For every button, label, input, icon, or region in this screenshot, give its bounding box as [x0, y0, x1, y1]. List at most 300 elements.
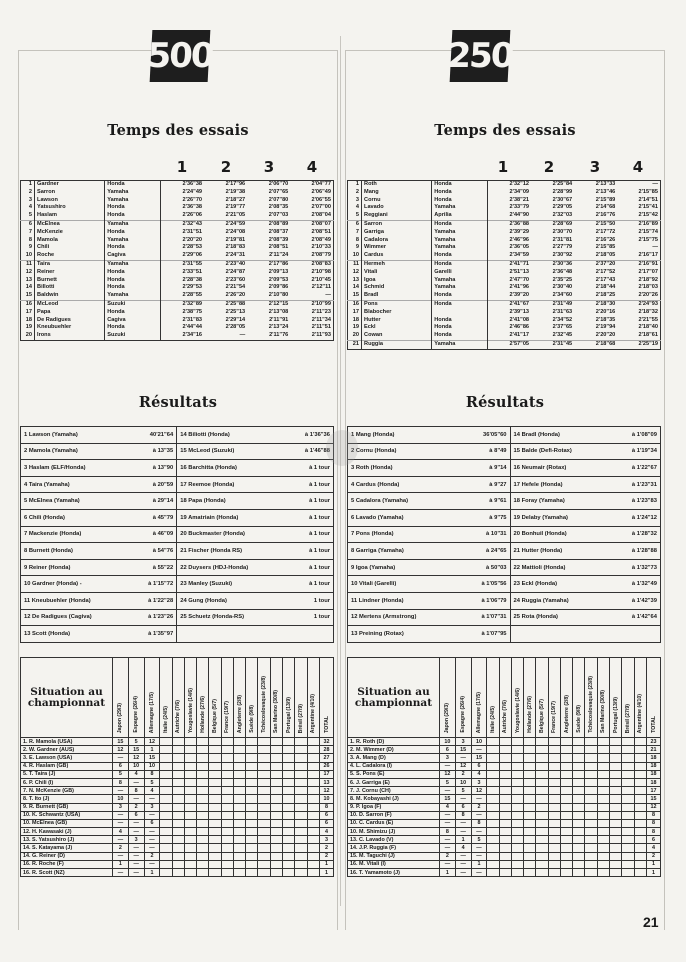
session-time: 2'41"96: [509, 284, 530, 291]
standing-points: 2: [455, 770, 471, 778]
standing-points: [283, 860, 295, 868]
essais-row: [21, 197, 334, 205]
rider-cell: Cadalora: [362, 237, 432, 245]
rider-cell: McLeod: [35, 300, 105, 308]
standing-points: [246, 852, 258, 860]
rank-cell: 6: [21, 220, 35, 228]
essais-row: [21, 237, 334, 245]
standing-points: [197, 852, 209, 860]
session-time: 2'39"29: [509, 228, 530, 235]
gp-head-label: Italie (24/5): [489, 706, 496, 733]
standing-points: [487, 803, 499, 811]
session-time: 2'51"13: [509, 268, 530, 275]
standing-points: [258, 836, 270, 844]
standing-points: [197, 754, 209, 762]
standing-points: [307, 754, 319, 762]
rider-cell: Taira: [35, 260, 105, 268]
resultats-row: [348, 493, 661, 510]
make-cell: Honda: [105, 277, 161, 285]
result-gap: à 1'23"26: [137, 609, 177, 626]
standing-points: 4: [144, 787, 160, 795]
standing-points: 15: [128, 746, 144, 754]
standing-points: —: [455, 852, 471, 860]
standing-points: [233, 860, 245, 868]
rider-cell: Haslam: [35, 212, 105, 220]
standing-points: [560, 795, 572, 803]
standing-points: 6: [128, 811, 144, 819]
session-time: 2'20"20: [182, 236, 203, 243]
standing-points: [560, 819, 572, 827]
standing-points: [233, 795, 245, 803]
session-time: 2'18"30: [574, 300, 617, 308]
standing-points: [258, 811, 270, 819]
standing-points: 4: [128, 770, 144, 778]
make-cell: Cagiva: [105, 317, 161, 325]
standing-points: [160, 762, 172, 770]
gp-head: [471, 658, 487, 738]
standing-points: [233, 811, 245, 819]
column-divider: [340, 36, 341, 906]
result-rider: 14 Biliotti (Honda): [177, 427, 294, 444]
standing-points: [622, 860, 634, 868]
standing-points: [548, 738, 560, 746]
standing-points: [597, 795, 609, 803]
standing-points: [209, 844, 221, 852]
gp-head-label: Japon (29/3): [444, 702, 451, 733]
gp-head: [113, 658, 129, 738]
session-time: 2'12"15: [247, 300, 290, 308]
essais-table: [347, 180, 661, 350]
rank-cell: 13: [348, 277, 362, 285]
standing-points: 1: [440, 869, 456, 877]
standing-points: —: [440, 762, 456, 770]
standing-points: [487, 762, 499, 770]
session-time: 2'39"20: [509, 292, 530, 299]
standing-points: [634, 738, 646, 746]
standing-points: [184, 869, 196, 877]
standing-points: [246, 828, 258, 836]
standing-points: [246, 762, 258, 770]
standing-points: [585, 852, 597, 860]
standing-points: 12: [440, 770, 456, 778]
make-cell: Yamaha: [432, 229, 488, 237]
standing-points: [307, 819, 319, 827]
result-rider: 14 Bradl (Honda): [510, 427, 620, 444]
session-time: 2'18"05: [595, 252, 616, 259]
standing-points: [499, 795, 511, 803]
standing-points: [622, 754, 634, 762]
result-rider: 3 Haslam (ELF/Honda): [21, 460, 137, 477]
standings-row: [21, 852, 334, 860]
gp-head: [548, 658, 560, 738]
result-rider: 3 Roth (Honda): [348, 460, 471, 477]
standing-total: 2: [647, 852, 661, 860]
gp-head-label: Yougoslavie (14/6): [187, 687, 194, 733]
standing-total: 15: [647, 795, 661, 803]
session-time: 2'13"33: [595, 181, 616, 187]
result-rider: 13 Preining (Rotax): [348, 626, 471, 643]
result-gap: à 1 tour: [294, 476, 334, 493]
result-rider: 21 Fischer (Honda RS): [177, 543, 294, 560]
standing-points: —: [113, 852, 129, 860]
standing-points: 5: [455, 787, 471, 795]
standing-points: [233, 754, 245, 762]
rank-cell: 10: [348, 252, 362, 260]
standing-points: 4: [113, 828, 129, 836]
resultats-table: [347, 426, 661, 643]
gp-head-label: Belgique (5/7): [539, 698, 546, 733]
standing-rider: 7. J. Cornu (CH): [348, 787, 440, 795]
session-time: 2'10"98: [311, 268, 331, 275]
result-gap: à 1'32"49: [621, 576, 661, 593]
resultats-row: [21, 626, 334, 643]
rider-cell: Pons: [362, 300, 432, 308]
essais-row: [348, 204, 661, 212]
result-gap: à 1'08"09: [621, 427, 661, 444]
session-time: 2'41"67: [488, 300, 531, 308]
standings-row: [348, 852, 661, 860]
session-time: 2'18"25: [595, 292, 616, 299]
rank-cell: 5: [21, 212, 35, 220]
standing-points: 1: [471, 860, 487, 868]
standing-total: 12: [647, 803, 661, 811]
session-time: 2'11"34: [311, 316, 331, 323]
standing-points: 3: [128, 836, 144, 844]
standing-points: —: [471, 746, 487, 754]
result-rider: 13 Scott (Honda): [21, 626, 137, 643]
session-time: —: [652, 181, 658, 187]
essais-row: [21, 332, 334, 340]
result-rider: 5 McElnea (Yamaha): [21, 493, 137, 510]
standing-points: [283, 836, 295, 844]
standing-points: [307, 778, 319, 786]
result-gap: à 1 tour: [294, 526, 334, 543]
standing-rider: 14. G. Reiner (D): [21, 852, 113, 860]
standings-row: [348, 869, 661, 877]
standing-total: 10: [320, 795, 334, 803]
standing-points: [524, 754, 536, 762]
session-time: 2'34"59: [509, 252, 530, 259]
standing-total: 21: [647, 746, 661, 754]
rider-cell: Cowan: [362, 332, 432, 340]
standing-points: [246, 819, 258, 827]
standing-points: 5: [144, 778, 160, 786]
standing-points: [307, 852, 319, 860]
session-time: 2'21"54: [225, 284, 246, 291]
gp-head: [524, 658, 536, 738]
result-gap: 1 tour: [294, 609, 334, 626]
make-cell: Honda: [432, 189, 488, 197]
essais-row: [21, 252, 334, 260]
result-rider: 7 Pons (Honda): [348, 526, 471, 543]
standings-row: [348, 836, 661, 844]
standing-points: 2: [128, 803, 144, 811]
standing-points: [499, 811, 511, 819]
session-time: 2'18"68: [574, 340, 617, 349]
rank-cell: 10: [21, 252, 35, 260]
standing-points: [597, 738, 609, 746]
gp-head-label: TOTAL: [323, 716, 330, 733]
standing-rider: 8. M. Kobayashi (J): [348, 795, 440, 803]
session-time: 2'07"03: [268, 212, 289, 219]
standing-points: [536, 869, 548, 877]
standing-points: [172, 828, 184, 836]
standing-points: 1: [455, 836, 471, 844]
standing-points: [184, 803, 196, 811]
standings-row: [21, 787, 334, 795]
standing-points: [184, 811, 196, 819]
session-time: 2'09"86: [268, 284, 289, 291]
standing-points: [487, 819, 499, 827]
standing-points: [221, 844, 233, 852]
make-cell: Yamaha: [105, 220, 161, 228]
essais-row: [348, 252, 661, 260]
rank-cell: 3: [21, 197, 35, 205]
standing-total: 1: [320, 860, 334, 868]
standing-points: —: [113, 754, 129, 762]
gp-head: [455, 658, 471, 738]
standing-points: [160, 738, 172, 746]
standing-points: [295, 860, 307, 868]
session-time: 2'18"35: [595, 316, 616, 323]
standing-points: [172, 852, 184, 860]
resultats-row: [21, 592, 334, 609]
session-time: 2'11"24: [269, 252, 289, 259]
rider-cell: Garriga: [362, 229, 432, 237]
session-time: 2'46"86: [509, 324, 530, 331]
gp-head: [144, 658, 160, 738]
standing-points: [270, 811, 282, 819]
standing-rider: 15. M. Taguchi (J): [348, 852, 440, 860]
standing-rider: 10. D. Sarron (F): [348, 811, 440, 819]
gp-head-label: Belgique (5/7): [212, 698, 219, 733]
standing-points: [585, 746, 597, 754]
standing-points: [221, 746, 233, 754]
make-cell: Honda: [432, 197, 488, 205]
gp-head: [221, 658, 233, 738]
standing-points: [622, 795, 634, 803]
rank-cell: 21: [348, 340, 362, 349]
standing-points: [246, 778, 258, 786]
essais-row: [348, 332, 661, 340]
standing-points: [307, 738, 319, 746]
gp-head-label: Yougoslavie (14/6): [514, 687, 521, 733]
session-time: 2'18"40: [638, 324, 658, 331]
result-gap: à 50"03: [470, 559, 510, 576]
session-time: 2'31"81: [552, 236, 573, 243]
standing-points: [160, 811, 172, 819]
resultats-row: [348, 576, 661, 593]
essais-row: [348, 300, 661, 308]
session-time: 2'35"25: [552, 276, 573, 283]
session-time: 2'37"20: [574, 260, 617, 268]
essais-row: [348, 284, 661, 292]
rank-cell: 8: [348, 237, 362, 245]
resultats-title: Résultats: [138, 394, 218, 411]
standing-total: 17: [320, 770, 334, 778]
session-time: 2'31"63: [552, 308, 573, 315]
session-time: 2'24"49: [182, 188, 203, 195]
make-cell: Honda: [105, 309, 161, 317]
session-time: 2'25"88: [204, 300, 247, 308]
standing-points: [511, 869, 523, 877]
result-gap: à 29"14: [137, 493, 177, 510]
rank-cell: 16: [348, 300, 362, 308]
essais-row: [348, 212, 661, 220]
make-cell: Yamaha: [432, 244, 488, 252]
session-time: 2'23"60: [225, 276, 246, 283]
standing-rider: 14. J.P. Ruggia (F): [348, 844, 440, 852]
standing-points: [160, 754, 172, 762]
standings-row: [21, 819, 334, 827]
rider-cell: Vitali: [362, 269, 432, 277]
gp-head-label: Espagne (26/4): [460, 696, 467, 733]
session-time: 2'15"50: [574, 220, 617, 228]
standing-points: [634, 836, 646, 844]
standing-points: 4: [471, 770, 487, 778]
session-time: 2'08"51: [311, 228, 331, 235]
standing-points: [160, 787, 172, 795]
standing-points: [209, 754, 221, 762]
rank-cell: 15: [21, 292, 35, 300]
resultats-row: [21, 576, 334, 593]
standing-points: [634, 844, 646, 852]
standing-points: [233, 746, 245, 754]
session-time: 2'07"80: [268, 196, 289, 203]
session-time: 2'41"71: [488, 260, 531, 268]
session-time: 2'36"05: [509, 244, 530, 251]
standing-points: [221, 787, 233, 795]
standing-points: [160, 746, 172, 754]
make-cell: Garelli: [432, 269, 488, 277]
session-time: 2'38"75: [182, 308, 203, 315]
essais-row: [348, 277, 661, 285]
session-heads: [18, 158, 338, 178]
standing-total: 18: [647, 754, 661, 762]
standing-points: 5: [440, 778, 456, 786]
standing-points: [233, 770, 245, 778]
standing-points: [307, 860, 319, 868]
result-gap: [621, 626, 661, 643]
session-time: —: [239, 332, 246, 339]
standing-points: [634, 762, 646, 770]
standing-points: [172, 869, 184, 877]
session-time: 2'36"48: [552, 268, 573, 275]
standing-points: [184, 754, 196, 762]
standing-points: [560, 869, 572, 877]
standing-points: [197, 746, 209, 754]
standing-total: 26: [320, 762, 334, 770]
standing-points: [573, 836, 585, 844]
standing-points: [221, 852, 233, 860]
standing-points: [172, 795, 184, 803]
session-time: 2'18"44: [595, 284, 616, 291]
result-rider: 1 Lawson (Yamaha): [21, 427, 137, 444]
standing-points: [560, 811, 572, 819]
session-time: 2'12"11: [311, 284, 331, 291]
resultats-row: [348, 476, 661, 493]
standing-points: 8: [144, 770, 160, 778]
situation-title: Situation au championnat: [21, 658, 113, 738]
standing-points: [511, 754, 523, 762]
session-time: 2'15"41: [638, 204, 658, 211]
standing-points: [597, 836, 609, 844]
standing-points: —: [440, 860, 456, 868]
standing-points: [295, 811, 307, 819]
standing-points: —: [128, 852, 144, 860]
standing-points: [283, 819, 295, 827]
standing-points: [487, 869, 499, 877]
session-time: 2'46"96: [509, 236, 530, 243]
result-gap: à 1'32"73: [621, 559, 661, 576]
standing-points: [184, 795, 196, 803]
result-rider: 15 Balde (Defi-Rotax): [510, 443, 620, 460]
result-rider: 21 Hutter (Honda): [510, 543, 620, 560]
essais-row: [21, 220, 334, 228]
standing-points: 3: [471, 778, 487, 786]
session-time: 2'06"55: [311, 196, 331, 203]
standing-points: [283, 787, 295, 795]
gp-head-label: Allemagne (17/5): [475, 691, 482, 733]
resultats-row: [348, 443, 661, 460]
standing-points: 6: [144, 819, 160, 827]
standing-points: [536, 770, 548, 778]
result-gap: à 9"75: [470, 509, 510, 526]
standing-points: [524, 860, 536, 868]
session-time: 2'25"13: [225, 308, 246, 315]
session-time: 2'10"80: [268, 292, 289, 299]
standing-points: [622, 844, 634, 852]
rider-cell: Sarron: [362, 220, 432, 228]
standing-points: [536, 860, 548, 868]
result-gap: à 1 tour: [294, 559, 334, 576]
rider-cell: Reggiani: [362, 212, 432, 220]
gp-head-label: Autriche (7/6): [502, 699, 509, 733]
standing-points: [270, 787, 282, 795]
standing-points: [283, 778, 295, 786]
standing-points: [295, 869, 307, 877]
gp-head: [560, 658, 572, 738]
standing-points: 5: [128, 738, 144, 746]
standings-row: [21, 795, 334, 803]
gp-head: [597, 658, 609, 738]
session-time: 2'27"79: [552, 244, 573, 251]
standing-points: [499, 738, 511, 746]
standing-points: 10: [455, 778, 471, 786]
standing-points: [499, 770, 511, 778]
result-gap: à 1'24"12: [621, 509, 661, 526]
standing-points: [172, 803, 184, 811]
standing-total: 27: [320, 754, 334, 762]
standing-points: [270, 852, 282, 860]
standing-points: [246, 869, 258, 877]
result-rider: 17 Reemoe (Honda): [177, 476, 294, 493]
standing-points: [622, 803, 634, 811]
essais-row: [348, 244, 661, 252]
session-time: 2'23"40: [204, 260, 247, 268]
rank-cell: 17: [21, 309, 35, 317]
session-time: 2'16"76: [595, 212, 616, 219]
standings-row: [348, 828, 661, 836]
standing-points: [246, 844, 258, 852]
standing-points: [270, 762, 282, 770]
gp-head-label: Hollande (27/6): [199, 696, 206, 733]
standing-total: 18: [647, 762, 661, 770]
session-time: 2'08"07: [290, 220, 333, 228]
standing-points: 15: [144, 754, 160, 762]
gp-head-label: France (19/7): [551, 700, 558, 733]
standing-total: 23: [647, 738, 661, 746]
